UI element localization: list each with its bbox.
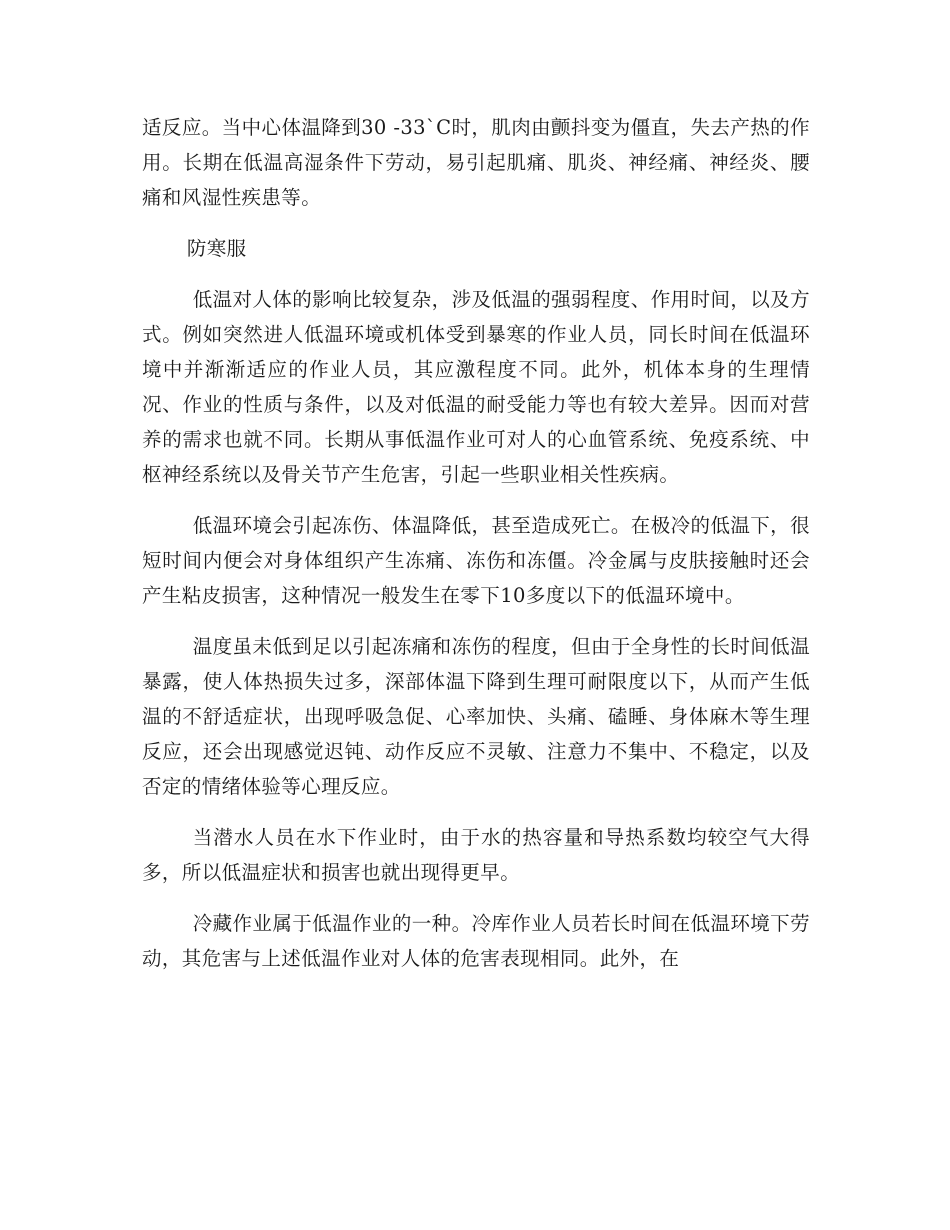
paragraph-cold-storage: 冷藏作业属于低温作业的一种。冷库作业人员若长时间在低温环境下劳动，其危害与上述低温作业对人体的危害表现相同。此外，在 xyxy=(142,912,810,970)
section-heading: 防寒服 xyxy=(186,237,247,260)
document-page xyxy=(142,110,810,992)
paragraph-hypothermia-symptoms: 温度虽未低到足以引起冻痛和冻伤的程度，但由于全身性的长时间低温暴露，使人体热损失过多，深部体温下降到生理可耐限度以下，从而产生低温的不舒适症状，出现呼吸急促、心率加快、头痛、磕睡、身体麻木等生理反应，还会出现感觉迟钝、动作反应不灵敏、注意力不集中、不稳定，以及否定的情绪体验等心理反应。 xyxy=(142,635,810,798)
paragraph-continuation: 适反应。当中心体温降到30 -33`C时，肌肉由颤抖变为僵直，失去产热的作用。长期在低温高湿条件下劳动，易引起肌痛、肌炎、神经痛、神经炎、腰痛和风湿性疾患等。 xyxy=(142,116,810,209)
paragraph-divers: 当潜水人员在水下作业时，由于水的热容量和导热系数均较空气大得多，所以低温症状和损害也就出现得更早。 xyxy=(142,826,810,884)
paragraph-frostbite: 低温环境会引起冻伤、体温降低，甚至造成死亡。在极冷的低温下，很短时间内便会对身体组织产生冻痛、冻伤和冻僵。冷金属与皮肤接触时还会产生粘皮损害，这种情况一般发生在零下10多度以下的低温环境中。 xyxy=(142,514,810,607)
paragraph-low-temp-effects: 低温对人体的影响比较复杂，涉及低温的强弱程度、作用时间，以及方式。例如突然进人低温环境或机体受到暴寒的作业人员，同长时间在低温环境中并渐渐适应的作业人员，其应激程度不同。此外，机体本身的生理情况、作业的性质与条件，以及对低温的耐受能力等也有较大差异。因而对营养的需求也就不同。长期从事低温作业可对人的心血管系统、免疫系统、中枢神经系统以及骨关节产生危害，引起一些职业相关性疾病。 xyxy=(142,288,810,486)
